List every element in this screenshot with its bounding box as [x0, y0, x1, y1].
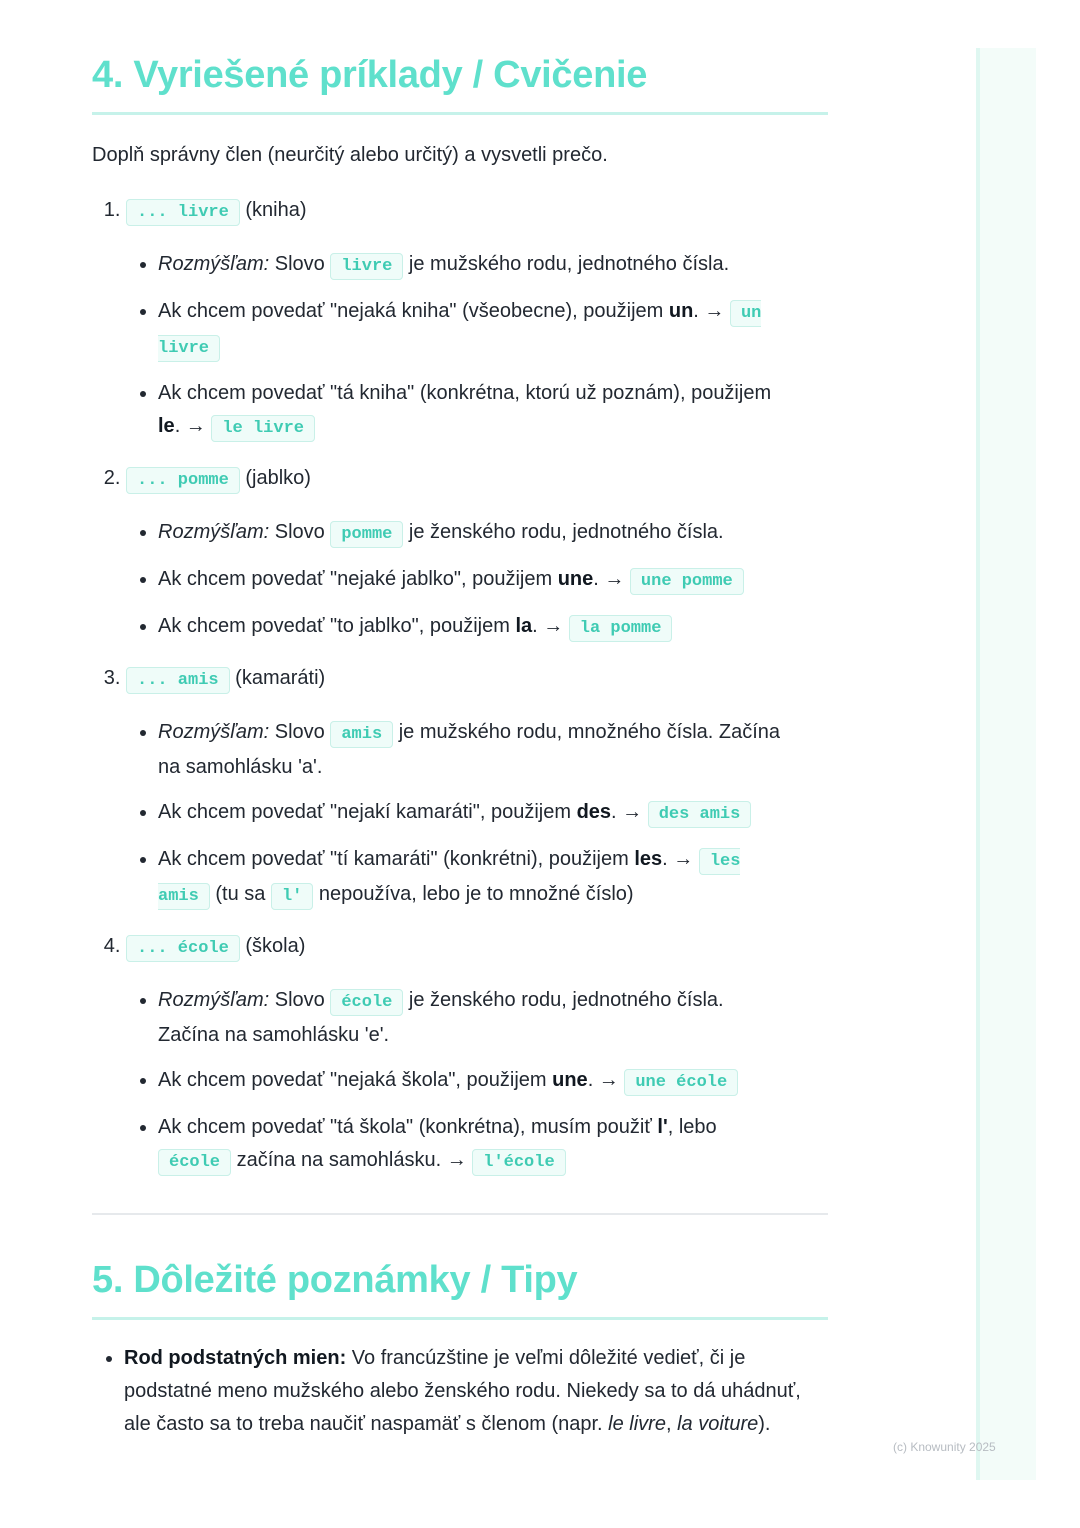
article: une [557, 568, 594, 590]
text: je mužského rodu, množného čísla. Začína na samohlásku 'a'. [158, 721, 781, 778]
gloss: (kniha) [239, 199, 307, 221]
text: . → [593, 568, 630, 590]
copyright-footer: (c) Knowunity 2025 [893, 1440, 996, 1454]
text: . → [662, 848, 699, 870]
section-5-heading: 5. Dôležité poznámky / Tipy [92, 1255, 828, 1320]
section-4-heading: 4. Vyriešené príklady / Cvičenie [92, 50, 828, 115]
exercise-code: ... école [126, 935, 240, 962]
text: Slovo [269, 721, 331, 743]
document-content [92, 50, 828, 1441]
inline-code: l'école [472, 1149, 565, 1176]
article: le [158, 415, 175, 437]
text: Ak chcem povedať "tá škola" (konkrétna), musím použiť [158, 1116, 658, 1138]
text: . → [532, 615, 569, 637]
tips-list [92, 1342, 828, 1441]
explanation-bullet [158, 843, 828, 913]
article: une [552, 1069, 588, 1091]
exercise-code: ... amis [126, 667, 230, 694]
text: Slovo [269, 253, 331, 275]
inline-code: une pomme [630, 568, 744, 595]
exercise-list [92, 193, 828, 1179]
text: začína na samohlásku. → [231, 1149, 473, 1171]
text: , lebo [667, 1116, 717, 1138]
text: Ak chcem povedať "tá kniha" (konkrétna, ktorú už poznám), použijem [158, 382, 772, 404]
explanation-bullet [158, 796, 828, 831]
text: Vo francúzštine je veľmi dôležité vedieť, či je podstatné meno mužského alebo ženského rodu. Niekedy sa to dá uhádnuť, ale často sa to treba naučiť naspamäť s členom (napr. [124, 1347, 801, 1435]
article: la [515, 615, 533, 637]
inline-code: l' [271, 883, 313, 910]
inline-code: des amis [648, 801, 752, 828]
explanation-bullet [158, 563, 828, 598]
example: la voiture [677, 1413, 759, 1435]
gloss: (škola) [239, 935, 306, 957]
text: Ak chcem povedať "nejaká kniha" (všeobecne), použijem [158, 300, 669, 322]
text: Ak chcem povedať "nejakí kamaráti", použijem [158, 801, 577, 823]
tip-item [124, 1342, 828, 1441]
gloss: (kamaráti) [229, 667, 326, 689]
exercise-code: ... pomme [126, 467, 240, 494]
article: l' [657, 1116, 668, 1138]
exercise-item-3 [126, 661, 828, 913]
explanation-bullet [158, 716, 828, 784]
thinking-label: Rozmýšľam: [158, 253, 270, 275]
text: . → [174, 415, 212, 437]
gloss: (jablko) [239, 467, 311, 489]
exercise-code: ... livre [126, 199, 240, 226]
article: les [634, 848, 663, 870]
text: . → [693, 300, 730, 322]
article: des [576, 801, 612, 823]
explanation-list [126, 716, 828, 913]
thinking-label: Rozmýšľam: [158, 721, 270, 743]
text: Slovo [269, 989, 331, 1011]
inline-code: une école [624, 1069, 738, 1096]
tip-title: Rod podstatných mien: [124, 1347, 347, 1369]
thinking-label: Rozmýšľam: [158, 521, 270, 543]
text: . → [587, 1069, 625, 1091]
explanation-bullet [158, 516, 828, 551]
text: nepoužíva, lebo je to množné číslo) [313, 883, 634, 905]
inline-code: les amis [158, 848, 740, 910]
inline-code: pomme [330, 521, 403, 548]
text: je ženského rodu, jednotného čísla. [403, 521, 724, 543]
exercise-item-2 [126, 461, 828, 645]
text: . → [611, 801, 648, 823]
inline-code: un livre [158, 300, 761, 362]
text: , [665, 1413, 678, 1435]
exercise-item-1 [126, 193, 828, 445]
explanation-list [126, 516, 828, 645]
right-margin-rail [976, 48, 1036, 1480]
text: Slovo [269, 521, 331, 543]
thinking-label: Rozmýšľam: [158, 989, 270, 1011]
inline-code: école [158, 1149, 231, 1176]
example: le livre [608, 1413, 666, 1435]
article: un [668, 300, 694, 322]
text: Ak chcem povedať "nejaké jablko", použijem [158, 568, 558, 590]
text: je mužského rodu, jednotného čísla. [403, 253, 730, 275]
exercise-item-4 [126, 929, 828, 1179]
explanation-bullet [158, 377, 828, 445]
exercise-instructions: Doplň správny člen (neurčitý alebo určitý) a vysvetli prečo. [92, 144, 608, 166]
inline-code: livre [330, 253, 403, 280]
text: Ak chcem povedať "tí kamaráti" (konkrétni), použijem [158, 848, 635, 870]
explanation-bullet [158, 1111, 828, 1179]
explanation-bullet [158, 248, 828, 283]
explanation-bullet [158, 1064, 828, 1099]
explanation-list [126, 984, 828, 1179]
explanation-bullet [158, 984, 828, 1052]
text: Ak chcem povedať "nejaká škola", použijem [158, 1069, 553, 1091]
inline-code: amis [330, 721, 393, 748]
text: je ženského rodu, jednotného čísla. Začína na samohlásku 'e'. [158, 989, 724, 1046]
text: (tu sa [209, 883, 271, 905]
text: ). [758, 1413, 771, 1435]
inline-code: la pomme [569, 615, 673, 642]
explanation-list [126, 248, 828, 445]
inline-code: le livre [211, 415, 315, 442]
section-divider [92, 1213, 828, 1215]
inline-code: école [330, 989, 403, 1016]
text: Ak chcem povedať "to jablko", použijem [158, 615, 516, 637]
explanation-bullet [158, 295, 828, 365]
explanation-bullet [158, 610, 828, 645]
